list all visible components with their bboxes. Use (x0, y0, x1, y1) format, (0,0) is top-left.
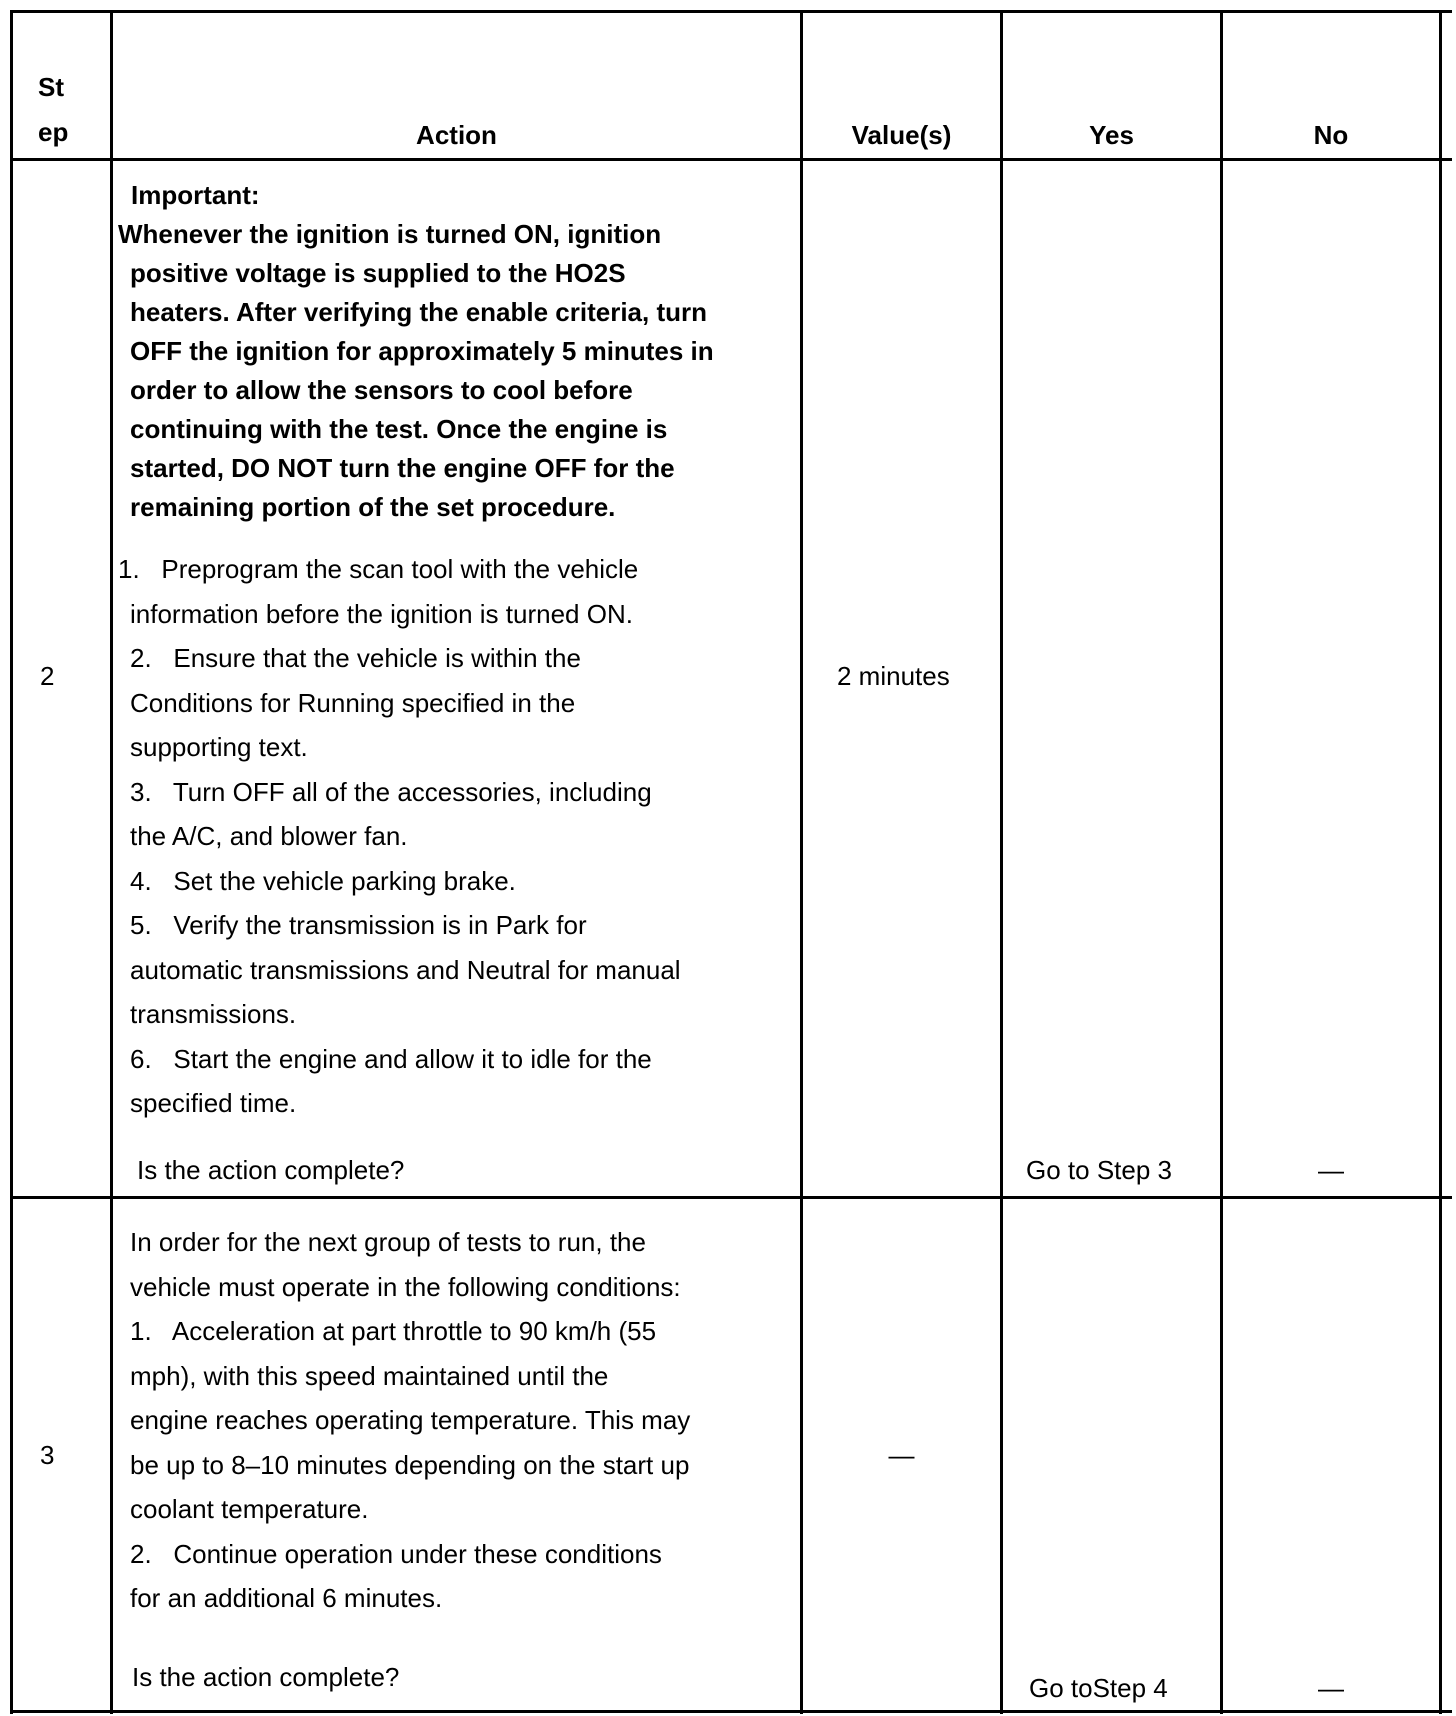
header-step-line1: St (38, 72, 64, 102)
header-action: Action (416, 120, 497, 150)
action-line: 3. Turn OFF all of the accessories, including (130, 776, 652, 807)
column-divider (1220, 10, 1223, 1714)
table-border-left (10, 10, 13, 1714)
action-line: 4. Set the vehicle parking brake. (130, 865, 516, 896)
important-line: heaters. After verifying the enable criteria, turn (130, 297, 707, 327)
yes-cell: Go toStep 4 (1029, 1673, 1168, 1703)
action-line: 2. Ensure that the vehicle is within the (130, 643, 581, 673)
no-cell: — (1318, 1155, 1344, 1185)
action-line: 1. Preprogram the scan tool with the vehicle (118, 554, 639, 584)
header-step (38, 65, 68, 155)
row-step-number: 3 (40, 1440, 55, 1470)
value-cell: 2 minutes (837, 661, 950, 691)
no-cell: — (1318, 1673, 1344, 1703)
action-line: 6. Start the engine and allow it to idle for the (130, 1043, 652, 1074)
header-divider (10, 158, 1452, 161)
action-line: mph), with this speed maintained until the (130, 1360, 609, 1391)
header-yes: Yes (1089, 120, 1134, 150)
action-line: transmissions. (130, 999, 297, 1029)
action-line: In order for the next group of tests to run, the (130, 1227, 646, 1257)
important-line: positive voltage is supplied to the HO2S (130, 258, 626, 288)
important-line: started, DO NOT turn the engine OFF for the (130, 453, 675, 483)
column-divider (1000, 10, 1003, 1714)
action-line: the A/C, and blower fan. (130, 821, 408, 851)
yes-cell: Go to Step 3 (1026, 1155, 1172, 1185)
action-line: supporting text. (130, 732, 308, 762)
column-divider (110, 10, 113, 1714)
action-line: 5. Verify the transmission is in Park for (130, 910, 587, 940)
header-no: No (1313, 120, 1349, 150)
important-line: continuing with the test. Once the engine is (130, 414, 668, 444)
important-line: remaining portion of the set procedure. (130, 492, 616, 522)
action-line: 2. Continue operation under these conditions (130, 1538, 662, 1569)
table-border-top (10, 10, 1452, 13)
row-divider (10, 1196, 1452, 1199)
important-label: Important: (131, 180, 260, 210)
action-question: Is the action complete? (132, 1662, 400, 1692)
action-line: vehicle must operate in the following conditions: (130, 1271, 681, 1302)
important-line: OFF the ignition for approximately 5 minutes in (130, 336, 714, 366)
action-line: engine reaches operating temperature. This may (130, 1405, 691, 1435)
action-steps (118, 547, 793, 1126)
action-line: Conditions for Running specified in the (130, 687, 576, 718)
action-line: automatic transmissions and Neutral for manual (130, 954, 681, 985)
action-line: for an additional 6 minutes. (130, 1583, 443, 1613)
value-cell: — (888, 1440, 915, 1470)
important-line: order to allow the sensors to cool before (130, 375, 633, 405)
action-line: information before the ignition is turned ON. (130, 598, 633, 629)
procedure-table (10, 10, 1452, 1714)
header-step-line2: ep (38, 117, 69, 147)
table-border-right (1439, 10, 1442, 1714)
action-line: be up to 8–10 minutes depending on the start up (130, 1449, 690, 1480)
row-step-number: 2 (40, 661, 55, 691)
action-line: 1. Acceleration at part throttle to 90 km/h (55 (130, 1316, 657, 1346)
action-steps (130, 1220, 795, 1621)
important-note (118, 215, 793, 527)
header-values: Value(s) (851, 120, 952, 150)
action-line: coolant temperature. (130, 1494, 369, 1524)
action-line: specified time. (130, 1088, 297, 1118)
important-line: Whenever the ignition is turned ON, ignition (118, 219, 662, 249)
action-question: Is the action complete? (137, 1155, 405, 1185)
